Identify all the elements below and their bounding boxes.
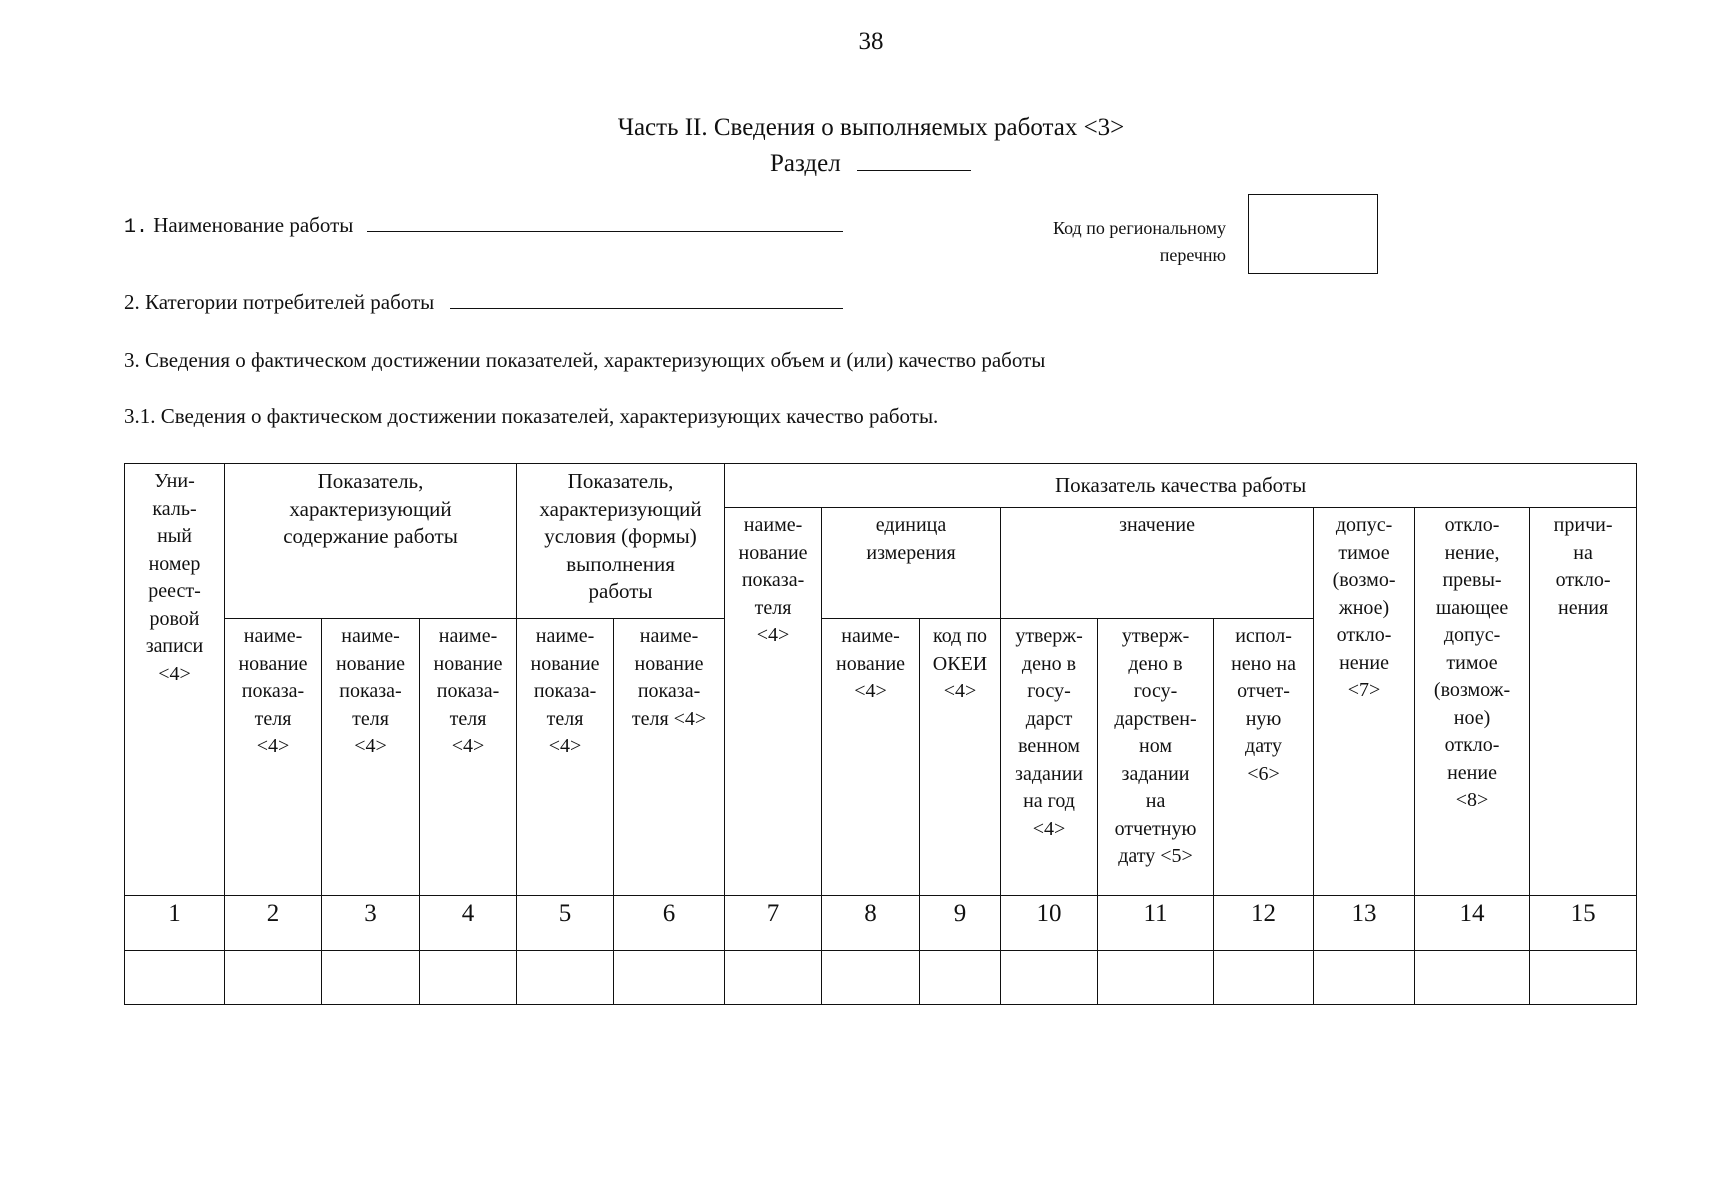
regional-code-box[interactable]: [1248, 194, 1378, 274]
approved-report-date-header: утверж- дено в госу- дарствен- ном задании на отчетную дату <5>: [1098, 619, 1214, 896]
item-1-number: 1.: [124, 216, 149, 239]
quality-indicator-header: Показатель качества работы: [725, 464, 1637, 508]
data-cell[interactable]: [1415, 951, 1530, 1005]
column-number: 7: [725, 896, 822, 951]
column-number: 5: [517, 896, 614, 951]
section-line: [770, 150, 971, 178]
column-number: 14: [1415, 896, 1530, 951]
content-indicator-name-2: наиме- нование показа- теля <4>: [322, 619, 420, 896]
conditions-indicator-name-1: наиме- нование показа- теля <4>: [517, 619, 614, 896]
data-cell[interactable]: [725, 951, 822, 1005]
column-number: 1: [125, 896, 225, 951]
column-number: 12: [1214, 896, 1314, 951]
conditions-indicator-header: Показатель, характеризующий условия (формы) выполнения работы: [517, 464, 725, 619]
data-cell[interactable]: [1214, 951, 1314, 1005]
column-number: 4: [420, 896, 517, 951]
data-cell[interactable]: [614, 951, 725, 1005]
regional-code-label-line1: Код по региональному: [1052, 218, 1226, 238]
approved-year-header: утверж- дено в госу- дарст венном задании на год <4>: [1001, 619, 1098, 896]
quality-indicators-table: [124, 463, 1637, 1005]
unit-name-header: наиме- нование <4>: [822, 619, 920, 896]
regional-code-label-line2: перечню: [1159, 245, 1226, 265]
content-indicator-name-1: наиме- нование показа- теля <4>: [225, 619, 322, 896]
unit-header: единица измерения: [822, 508, 1001, 619]
conditions-indicator-name-2: наиме- нование показа- теля <4>: [614, 619, 725, 896]
executed-header: испол- нено на отчет- ную дату <6>: [1214, 619, 1314, 896]
work-name-blank[interactable]: [367, 230, 843, 232]
work-name-line: [124, 213, 843, 239]
data-cell[interactable]: [1098, 951, 1214, 1005]
data-cell[interactable]: [420, 951, 517, 1005]
content-indicator-header: Показатель, характеризующий содержание работы: [225, 464, 517, 619]
data-cell[interactable]: [1314, 951, 1415, 1005]
allowed-deviation-header: допус- тимое (возмо- жное) откло- нение <7>: [1314, 508, 1415, 896]
empty-data-row: [125, 951, 1637, 1005]
column-number: 6: [614, 896, 725, 951]
unique-number-header: Уни- каль- ный номер реест- ровой записи <4>: [125, 464, 225, 896]
column-number: 9: [920, 896, 1001, 951]
column-number: 10: [1001, 896, 1098, 951]
part-title: Часть II. Сведения о выполняемых работах <3>: [617, 114, 1125, 141]
quality-name-header: наиме- нование показа- теля <4>: [725, 508, 822, 896]
data-cell[interactable]: [225, 951, 322, 1005]
item-3-heading: 3. Сведения о фактическом достижении показателей, характеризующих объем и (или) качество работы: [124, 348, 1046, 372]
column-number: 11: [1098, 896, 1214, 951]
work-name-label: Наименование работы: [153, 213, 354, 237]
page-number: 38: [858, 28, 884, 55]
column-number: 3: [322, 896, 420, 951]
column-number: 15: [1530, 896, 1637, 951]
data-cell[interactable]: [822, 951, 920, 1005]
column-number: 8: [822, 896, 920, 951]
section-blank[interactable]: [857, 169, 971, 171]
okei-code-header: код по ОКЕИ <4>: [920, 619, 1001, 896]
value-header: значение: [1001, 508, 1314, 619]
data-cell[interactable]: [1530, 951, 1637, 1005]
data-cell[interactable]: [920, 951, 1001, 1005]
item-3-1-heading: 3.1. Сведения о фактическом достижении показателей, характеризующих качество работы.: [124, 404, 939, 428]
header-row-1: [125, 464, 1637, 508]
data-cell[interactable]: [517, 951, 614, 1005]
data-cell[interactable]: [125, 951, 225, 1005]
section-label: Раздел: [770, 150, 841, 177]
deviation-reason-header: причи- на откло- нения: [1530, 508, 1637, 896]
consumers-blank[interactable]: [450, 307, 843, 309]
content-indicator-name-3: наиме- нование показа- теля <4>: [420, 619, 517, 896]
regional-code-label: [1012, 215, 1226, 269]
consumers-line: [124, 290, 843, 315]
column-number-row: [125, 896, 1637, 951]
consumers-label: 2. Категории потребителей работы: [124, 290, 435, 314]
column-number: 13: [1314, 896, 1415, 951]
column-number: 2: [225, 896, 322, 951]
data-cell[interactable]: [322, 951, 420, 1005]
data-cell[interactable]: [1001, 951, 1098, 1005]
exceeding-deviation-header: откло- нение, превы- шающее допус- тимое (возмож- ное) откло- нение <8>: [1415, 508, 1530, 896]
